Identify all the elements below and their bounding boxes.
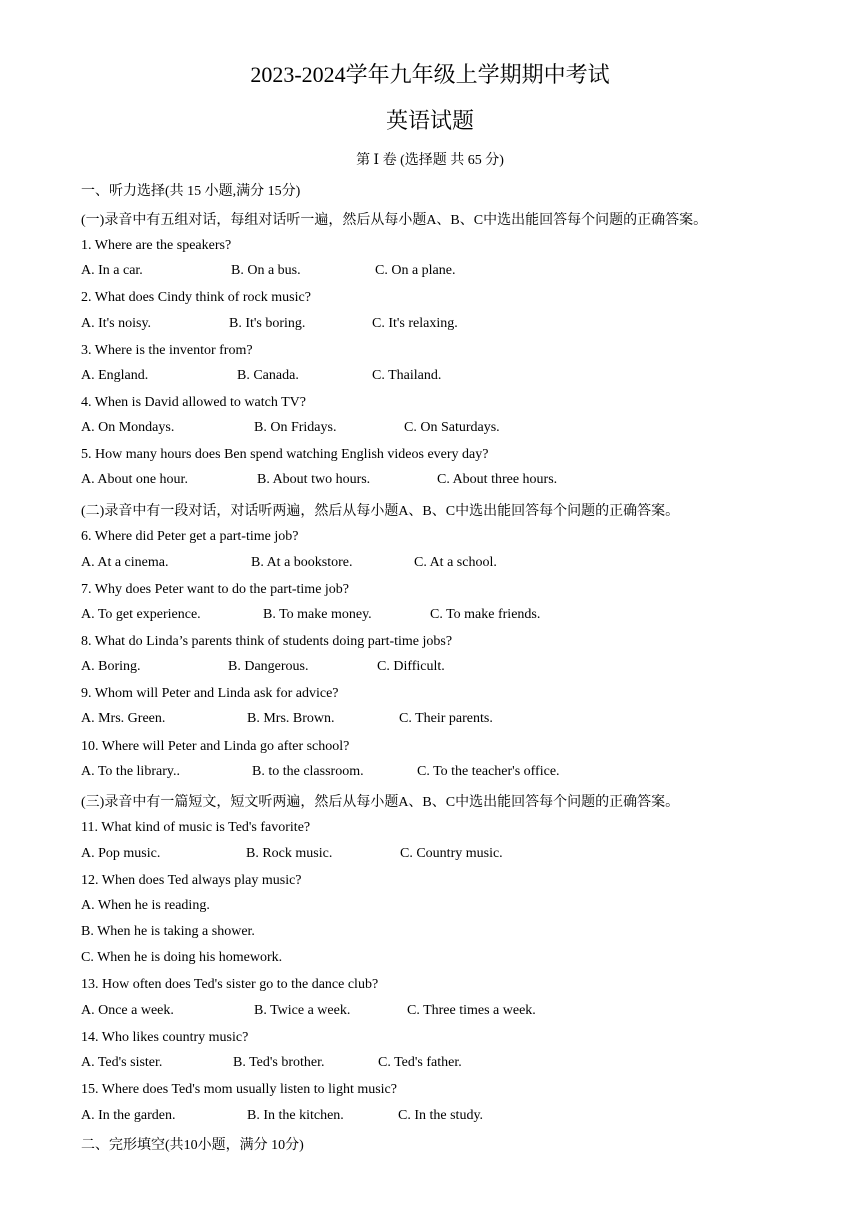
question-5-option-c: C. About three hours. bbox=[437, 472, 558, 487]
cloze-heading: 二、完形填空(共10小题，满分 10分) bbox=[81, 1138, 304, 1153]
question-2-option-b: B. It's boring. bbox=[229, 316, 306, 331]
question-4-option-c: C. On Saturdays. bbox=[404, 420, 500, 435]
question-5: 5. How many hours does Ben spend watching English videos every day? bbox=[81, 447, 489, 462]
question-10-option-a: A. To the library.. bbox=[81, 764, 180, 779]
question-3-option-a: A. England. bbox=[81, 368, 149, 383]
question-14-option-b: B. Ted's brother. bbox=[233, 1055, 325, 1070]
question-8-option-c: C. Difficult. bbox=[377, 659, 445, 674]
exam-subtitle: 英语试题 bbox=[385, 108, 474, 133]
question-14-option-c: C. Ted's father. bbox=[378, 1055, 462, 1070]
question-11-option-a: A. Pop music. bbox=[81, 846, 161, 861]
question-13-option-c: C. Three times a week. bbox=[407, 1003, 536, 1018]
question-8: 8. What do Linda’s parents think of students doing part-time jobs? bbox=[81, 634, 453, 649]
question-15: 15. Where does Ted's mom usually listen to light music? bbox=[81, 1082, 397, 1097]
question-7: 7. Why does Peter want to do the part-time job? bbox=[81, 582, 350, 597]
question-2-option-a: A. It's noisy. bbox=[81, 316, 152, 331]
question-15-option-a: A. In the garden. bbox=[81, 1108, 176, 1123]
question-9-option-a: A. Mrs. Green. bbox=[81, 711, 166, 726]
question-1-option-b: B. On a bus. bbox=[231, 263, 301, 278]
question-12-option-c: C. When he is doing his homework. bbox=[81, 950, 283, 965]
question-5-option-a: A. About one hour. bbox=[81, 472, 188, 487]
question-4-option-a: A. On Mondays. bbox=[81, 420, 175, 435]
question-12-option-a: A. When he is reading. bbox=[81, 898, 210, 913]
part2-instruction: (二)录音中有一段对话，对话听两遍，然后从每小题A、B、C中选出能回答每个问题的正确答案。 bbox=[81, 504, 680, 519]
question-12: 12. When does Ted always play music? bbox=[81, 873, 302, 888]
question-9-option-c: C. Their parents. bbox=[399, 711, 493, 726]
question-9-option-b: B. Mrs. Brown. bbox=[247, 711, 335, 726]
question-6-option-a: A. At a cinema. bbox=[81, 555, 169, 570]
question-11-option-b: B. Rock music. bbox=[246, 846, 333, 861]
question-7-option-b: B. To make money. bbox=[263, 607, 372, 622]
question-11-option-c: C. Country music. bbox=[400, 846, 503, 861]
part3-instruction: (三)录音中有一篇短文，短文听两遍，然后从每小题A、B、C中选出能回答每个问题的正确答案。 bbox=[81, 795, 680, 810]
question-15-option-b: B. In the kitchen. bbox=[247, 1108, 344, 1123]
question-8-option-a: A. Boring. bbox=[81, 659, 141, 674]
question-4: 4. When is David allowed to watch TV? bbox=[81, 395, 306, 410]
question-10: 10. Where will Peter and Linda go after school? bbox=[81, 739, 350, 754]
question-1-option-a: A. In a car. bbox=[81, 263, 143, 278]
question-10-option-c: C. To the teacher's office. bbox=[417, 764, 560, 779]
question-3-option-c: C. Thailand. bbox=[372, 368, 442, 383]
question-3-option-b: B. Canada. bbox=[237, 368, 299, 383]
question-5-option-b: B. About two hours. bbox=[257, 472, 371, 487]
question-2-option-c: C. It's relaxing. bbox=[372, 316, 458, 331]
question-12-option-b: B. When he is taking a shower. bbox=[81, 924, 255, 939]
question-13: 13. How often does Ted's sister go to the dance club? bbox=[81, 977, 379, 992]
question-4-option-b: B. On Fridays. bbox=[254, 420, 337, 435]
question-14-option-a: A. Ted's sister. bbox=[81, 1055, 163, 1070]
question-1: 1. Where are the speakers? bbox=[81, 238, 232, 253]
question-3: 3. Where is the inventor from? bbox=[81, 343, 253, 358]
question-1-option-c: C. On a plane. bbox=[375, 263, 456, 278]
volume-info: 第 Ⅰ 卷 (选择题 共 65 分) bbox=[356, 153, 504, 168]
question-2: 2. What does Cindy think of rock music? bbox=[81, 290, 311, 305]
question-6: 6. Where did Peter get a part-time job? bbox=[81, 529, 299, 544]
question-8-option-b: B. Dangerous. bbox=[228, 659, 309, 674]
question-7-option-a: A. To get experience. bbox=[81, 607, 201, 622]
question-15-option-c: C. In the study. bbox=[398, 1108, 484, 1123]
question-13-option-b: B. Twice a week. bbox=[254, 1003, 351, 1018]
question-11: 11. What kind of music is Ted's favorite? bbox=[81, 820, 311, 835]
question-13-option-a: A. Once a week. bbox=[81, 1003, 174, 1018]
part1-instruction: (一)录音中有五组对话，每组对话听一遍，然后从每小题A、B、C中选出能回答每个问题的正确答案。 bbox=[81, 213, 708, 228]
question-6-option-b: B. At a bookstore. bbox=[251, 555, 353, 570]
exam-title: 2023-2024学年九年级上学期期中考试 bbox=[250, 62, 610, 87]
question-14: 14. Who likes country music? bbox=[81, 1030, 249, 1045]
question-9: 9. Whom will Peter and Linda ask for advice? bbox=[81, 686, 339, 701]
question-6-option-c: C. At a school. bbox=[414, 555, 497, 570]
listening-heading: 一、听力选择(共 15 小题,满分 15分) bbox=[81, 184, 301, 199]
question-10-option-b: B. to the classroom. bbox=[252, 764, 364, 779]
question-7-option-c: C. To make friends. bbox=[430, 607, 541, 622]
